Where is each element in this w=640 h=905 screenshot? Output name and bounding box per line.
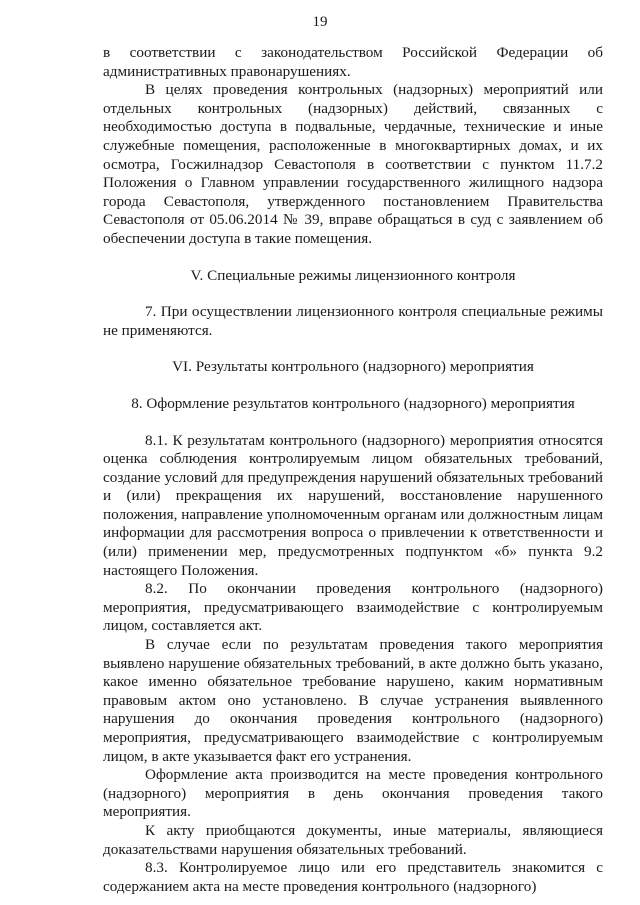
section-heading-v: V. Специальные режимы лицензионного контроля [190, 266, 516, 284]
paragraph-8-2: 8.2. По окончании проведения контрольного (надзорного) мероприятия, предусматривающего взаимодействие с контролируемым лицом, составляется акт. [103, 580, 603, 635]
paragraph-7: 7. При осуществлении лицензионного контроля специальные режимы не применяются. [103, 303, 603, 339]
paragraph-act-attachments: К акту приобщаются документы, иные материалы, являющиеся доказательствами нарушения обязательных требований. [103, 821, 603, 858]
section-heading-vi: VI. Результаты контрольного (надзорного) мероприятия [172, 358, 534, 376]
paragraph-continuation: в соответствии с законодательством Российской Федерации об административных правонарушениях. [103, 44, 603, 80]
paragraph-violation: В случае если по результатам проведения такого мероприятия выявлено нарушение обязательных требований, в акте должно быть указано, какое именно обязательное требование нарушено, каким нормативным правовым актом оно установлено. В случае устранения выявленного нарушения до окончания проведения контрольного (надзорного) мероприятия, предусматривающего взаимодействие с контролируемым лицом, в акте указывается факт его устранения. [103, 636, 603, 765]
paragraph-access-premises: В целях проведения контрольных (надзорных) мероприятий или отдельных контрольных (надзорных) действий, связанных с необходимостью доступа в подвальные, чердачные, технические и иные служебные помещения, расположенные в многоквартирных домах, и их осмотра, Госжилнадзор Севастополя в соответствии с пунктом 11.7.2 Положения о Главном управлении государственного жилищного надзора города Севастополя, утвержденного постановлением Правительства Севастополя от 05.06.2014 № 39, вправе обращаться в суд с заявлением об обеспечении доступа в такие помещения. [103, 81, 603, 247]
subsection-heading-8: 8. Оформление результатов контрольного (надзорного) мероприятия [131, 394, 575, 412]
paragraph-act-drafting: Оформление акта производится на месте проведения контрольного (надзорного) мероприятия в день окончания проведения такого мероприятия. [103, 766, 603, 821]
document-body [103, 44, 603, 896]
page-number: 19 [312, 14, 328, 30]
paragraph-8-1: 8.1. К результатам контрольного (надзорного) мероприятия относятся оценка соблюдения контролируемым лицом обязательных требований, создание условий для предупреждения нарушений обязательных требований и (или) прекращения их нарушений, восстановление нарушенного положения, направление уполномоченным органам или должностным лицам информации для рассмотрения вопроса о привлечении к ответственности и (или) применении мер, предусмотренных подпунктом «б» пункта 9.2 настоящего Положения. [103, 431, 603, 579]
paragraph-8-3: 8.3. Контролируемое лицо или его представитель знакомится с содержанием акта на месте проведения контрольного (надзорного) [103, 859, 603, 895]
